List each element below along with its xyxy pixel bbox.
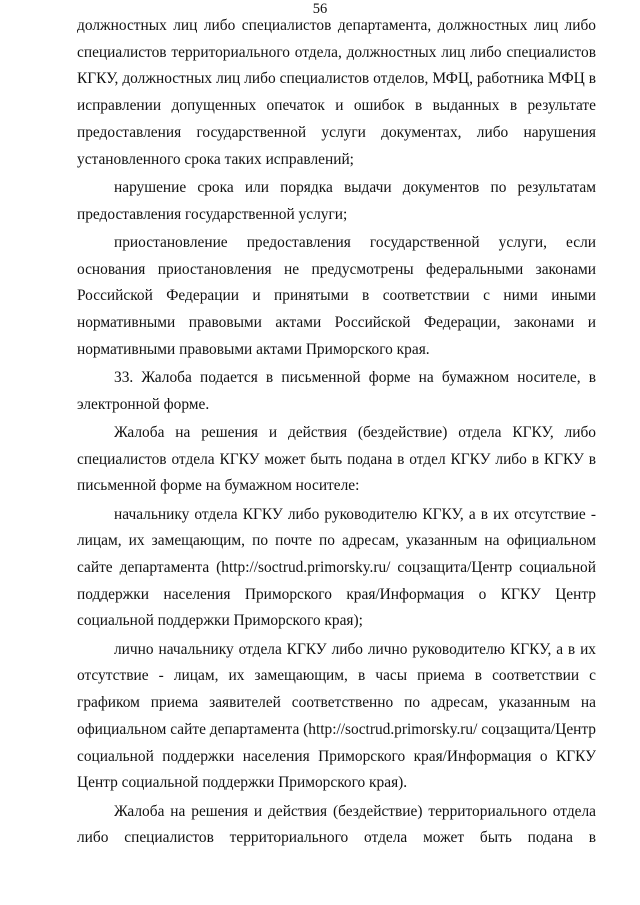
paragraph: лично начальнику отдела КГКУ либо лично руководителю КГКУ, а в их отсутствие - лицам, их замещающим, в часы приема в соответствии с графиком приема заявителей соответственно по адресам, указанным на официальном сайте департамента (http://soctrud.primorsky.ru/ соцзащита/Центр социальной поддержки населения Приморского края/Информация о КГКУ Центр социальной поддержки Приморского края).	[77, 640, 596, 792]
paragraph-continuation: должностных лиц либо специалистов департамента, должностных лиц либо специалистов территориального отдела, должностных лиц либо специалистов КГКУ, должностных лиц либо специалистов отделов, МФЦ, работника МФЦ в исправлении допущенных опечаток и ошибок в выданных в результате предоставления государственной услуги документах, либо нарушения установленного срока таких исправлений;	[77, 17, 596, 168]
page-number: 56	[312, 1, 328, 17]
paragraph: 33. Жалоба подается в письменной форме на бумажном носителе, в электронной форме.	[77, 368, 596, 413]
paragraph: нарушение срока или порядка выдачи документов по результатам предоставления государственной услуги;	[77, 178, 596, 223]
paragraph: приостановление предоставления государственной услуги, если основания приостановления не предусмотрены федеральными законами Российской Федерации и принятыми в соответствии с ними иными нормативными правовыми актами Российской Федерации, законами и нормативными правовыми актами Приморского края.	[77, 233, 596, 358]
document-body	[77, 13, 596, 854]
paragraph: начальнику отдела КГКУ либо руководителю КГКУ, а в их отсутствие - лицам, их замещающим, по почте по адресам, указанным на официальном сайте департамента (http://soctrud.primorsky.ru/ соцзащита/Центр социальной поддержки населения Приморского края/Информация о КГКУ Центр социальной поддержки Приморского края);	[77, 505, 596, 630]
paragraph: Жалоба на решения и действия (бездействие) отдела КГКУ, либо специалистов отдела КГКУ может быть подана в отдел КГКУ либо в КГКУ в письменной форме на бумажном носителе:	[77, 423, 596, 495]
paragraph-continued: Жалоба на решения и действия (бездействие) территориального отдела либо специалистов территориального отдела может быть подана в	[77, 802, 596, 847]
